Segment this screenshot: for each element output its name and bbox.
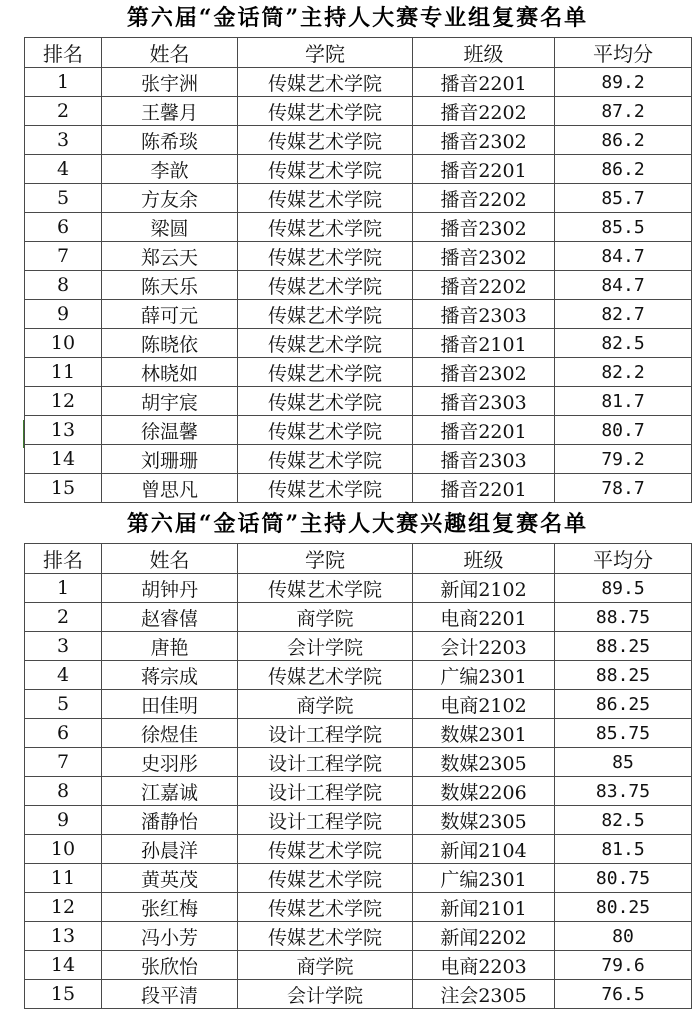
table-row	[25, 777, 692, 806]
school-cell[interactable]: 会计学院	[238, 632, 413, 661]
average-score-cell[interactable]: 88.25	[555, 632, 692, 661]
average-score-cell[interactable]: 89.5	[555, 574, 692, 603]
class-header[interactable]: 班级	[413, 38, 555, 68]
roster-table	[24, 37, 692, 503]
average-score-cell[interactable]: 85.5	[555, 213, 692, 242]
rank-cell[interactable]: 11	[25, 358, 102, 387]
rank-cell[interactable]: 6	[25, 719, 102, 748]
average-score-cell[interactable]: 79.6	[555, 951, 692, 980]
rank-cell[interactable]: 14	[25, 951, 102, 980]
class-cell[interactable]: 播音2201	[413, 155, 555, 184]
name-cell[interactable]: 潘静怡	[102, 806, 238, 835]
school-cell[interactable]: 传媒艺术学院	[238, 574, 413, 603]
average-score-cell[interactable]: 80.7	[555, 416, 692, 445]
class-cell[interactable]: 播音2202	[413, 184, 555, 213]
class-cell[interactable]: 电商2102	[413, 690, 555, 719]
average-score-cell[interactable]: 88.25	[555, 661, 692, 690]
name-cell[interactable]: 胡钟丹	[102, 574, 238, 603]
rank-cell[interactable]: 4	[25, 661, 102, 690]
name-cell[interactable]: 孙晨洋	[102, 835, 238, 864]
class-cell[interactable]: 播音2303	[413, 387, 555, 416]
class-cell[interactable]: 播音2302	[413, 358, 555, 387]
rank-cell[interactable]: 2	[25, 97, 102, 126]
average-score-cell[interactable]: 83.75	[555, 777, 692, 806]
name-cell[interactable]: 黄英茂	[102, 864, 238, 893]
average-score-cell[interactable]: 86.25	[555, 690, 692, 719]
average-score-cell[interactable]: 79.2	[555, 445, 692, 474]
school-cell[interactable]: 设计工程学院	[238, 806, 413, 835]
rank-cell[interactable]: 4	[25, 155, 102, 184]
name-cell[interactable]: 陈希琰	[102, 126, 238, 155]
header-row	[25, 544, 692, 574]
table-row	[25, 474, 692, 503]
table-row	[25, 864, 692, 893]
class-cell[interactable]: 播音2302	[413, 213, 555, 242]
table-row	[25, 329, 692, 358]
school-cell[interactable]: 传媒艺术学院	[238, 300, 413, 329]
roster-table	[24, 543, 692, 1009]
name-cell[interactable]: 赵睿僖	[102, 603, 238, 632]
rank-cell[interactable]: 8	[25, 271, 102, 300]
professional-group-section	[24, 0, 691, 503]
rank-header[interactable]: 排名	[25, 38, 102, 68]
roster-sheet	[24, 0, 691, 1009]
school-cell[interactable]: 商学院	[238, 951, 413, 980]
rank-cell[interactable]: 6	[25, 213, 102, 242]
name-cell[interactable]: 蒋宗成	[102, 661, 238, 690]
average-score-cell[interactable]: 80.25	[555, 893, 692, 922]
rank-cell[interactable]: 3	[25, 632, 102, 661]
table-row	[25, 980, 692, 1009]
average-score-cell[interactable]: 76.5	[555, 980, 692, 1009]
school-cell[interactable]: 传媒艺术学院	[238, 922, 413, 951]
rank-cell[interactable]: 15	[25, 980, 102, 1009]
class-cell[interactable]: 新闻2202	[413, 922, 555, 951]
school-cell[interactable]: 传媒艺术学院	[238, 387, 413, 416]
school-header[interactable]: 学院	[238, 544, 413, 574]
name-cell[interactable]: 王馨月	[102, 97, 238, 126]
table-row	[25, 806, 692, 835]
table-row	[25, 661, 692, 690]
rank-cell[interactable]: 10	[25, 835, 102, 864]
table-row	[25, 416, 692, 445]
class-cell[interactable]: 数媒2305	[413, 806, 555, 835]
section-title: 第六届“金话筒”主持人大赛专业组复赛名单	[126, 5, 589, 31]
name-cell[interactable]: 冯小芳	[102, 922, 238, 951]
class-cell[interactable]: 新闻2102	[413, 574, 555, 603]
school-cell[interactable]: 会计学院	[238, 980, 413, 1009]
table-row	[25, 690, 692, 719]
name-cell[interactable]: 陈天乐	[102, 271, 238, 300]
class-cell[interactable]: 新闻2104	[413, 835, 555, 864]
rank-header[interactable]: 排名	[25, 544, 102, 574]
name-cell[interactable]: 徐温馨	[102, 416, 238, 445]
rank-cell[interactable]: 10	[25, 329, 102, 358]
school-cell[interactable]: 传媒艺术学院	[238, 242, 413, 271]
header-row	[25, 38, 692, 68]
name-cell[interactable]: 梁圆	[102, 213, 238, 242]
average-score-cell[interactable]: 78.7	[555, 474, 692, 503]
school-cell[interactable]: 传媒艺术学院	[238, 126, 413, 155]
table-row	[25, 126, 692, 155]
table-row	[25, 632, 692, 661]
class-cell[interactable]: 电商2203	[413, 951, 555, 980]
average-score-cell[interactable]: 82.2	[555, 358, 692, 387]
name-cell[interactable]: 江嘉诚	[102, 777, 238, 806]
class-cell[interactable]: 新闻2101	[413, 893, 555, 922]
school-cell[interactable]: 设计工程学院	[238, 777, 413, 806]
school-cell[interactable]: 传媒艺术学院	[238, 271, 413, 300]
name-cell[interactable]: 郑云天	[102, 242, 238, 271]
average-score-cell[interactable]: 81.5	[555, 835, 692, 864]
average-score-cell[interactable]: 85.75	[555, 719, 692, 748]
name-cell[interactable]: 薛可元	[102, 300, 238, 329]
table-row	[25, 387, 692, 416]
rank-cell[interactable]: 15	[25, 474, 102, 503]
table-row	[25, 951, 692, 980]
class-cell[interactable]: 广编2301	[413, 661, 555, 690]
name-cell[interactable]: 唐艳	[102, 632, 238, 661]
table-row	[25, 922, 692, 951]
school-cell[interactable]: 设计工程学院	[238, 719, 413, 748]
class-cell[interactable]: 播音2303	[413, 300, 555, 329]
interest-group-section	[24, 503, 691, 1009]
school-cell[interactable]: 商学院	[238, 690, 413, 719]
name-cell[interactable]: 张红梅	[102, 893, 238, 922]
average-score-cell[interactable]: 84.7	[555, 271, 692, 300]
average-score-cell[interactable]: 82.5	[555, 806, 692, 835]
rank-cell[interactable]: 3	[25, 126, 102, 155]
name-cell[interactable]: 田佳明	[102, 690, 238, 719]
name-header[interactable]: 姓名	[102, 544, 238, 574]
table-row	[25, 445, 692, 474]
school-cell[interactable]: 传媒艺术学院	[238, 835, 413, 864]
class-cell[interactable]: 播音2201	[413, 416, 555, 445]
rank-cell[interactable]: 9	[25, 300, 102, 329]
class-cell[interactable]: 播音2201	[413, 68, 555, 97]
school-cell[interactable]: 传媒艺术学院	[238, 97, 413, 126]
name-cell[interactable]: 张欣怡	[102, 951, 238, 980]
average-score-header[interactable]: 平均分	[555, 38, 692, 68]
class-header[interactable]: 班级	[413, 544, 555, 574]
average-score-cell[interactable]: 82.5	[555, 329, 692, 358]
school-header[interactable]: 学院	[238, 38, 413, 68]
class-cell[interactable]: 注会2305	[413, 980, 555, 1009]
table-row	[25, 835, 692, 864]
average-score-cell[interactable]: 81.7	[555, 387, 692, 416]
class-cell[interactable]: 播音2302	[413, 126, 555, 155]
average-score-cell[interactable]: 86.2	[555, 126, 692, 155]
rank-cell[interactable]: 12	[25, 893, 102, 922]
name-cell[interactable]: 方友余	[102, 184, 238, 213]
rank-cell[interactable]: 12	[25, 387, 102, 416]
average-score-cell[interactable]: 84.7	[555, 242, 692, 271]
table-row	[25, 300, 692, 329]
school-cell[interactable]: 传媒艺术学院	[238, 358, 413, 387]
name-cell[interactable]: 胡宇宸	[102, 387, 238, 416]
average-score-header[interactable]: 平均分	[555, 544, 692, 574]
average-score-cell[interactable]: 85	[555, 748, 692, 777]
school-cell[interactable]: 传媒艺术学院	[238, 661, 413, 690]
school-cell[interactable]: 传媒艺术学院	[238, 474, 413, 503]
average-score-cell[interactable]: 85.7	[555, 184, 692, 213]
school-cell[interactable]: 传媒艺术学院	[238, 416, 413, 445]
rank-cell[interactable]: 9	[25, 806, 102, 835]
school-cell[interactable]: 传媒艺术学院	[238, 213, 413, 242]
name-cell[interactable]: 史羽彤	[102, 748, 238, 777]
average-score-cell[interactable]: 80.75	[555, 864, 692, 893]
section-title: 第六届“金话筒”主持人大赛兴趣组复赛名单	[126, 511, 589, 537]
school-cell[interactable]: 传媒艺术学院	[238, 68, 413, 97]
school-cell[interactable]: 设计工程学院	[238, 748, 413, 777]
name-cell[interactable]: 林晓如	[102, 358, 238, 387]
table-row	[25, 184, 692, 213]
rank-cell[interactable]: 7	[25, 748, 102, 777]
average-score-cell[interactable]: 80	[555, 922, 692, 951]
average-score-cell[interactable]: 88.75	[555, 603, 692, 632]
cell-selection-edge	[23, 420, 24, 448]
table-row	[25, 213, 692, 242]
rank-cell[interactable]: 14	[25, 445, 102, 474]
class-cell[interactable]: 播音2303	[413, 445, 555, 474]
school-cell[interactable]: 传媒艺术学院	[238, 893, 413, 922]
name-cell[interactable]: 段平清	[102, 980, 238, 1009]
rank-cell[interactable]: 11	[25, 864, 102, 893]
name-cell[interactable]: 曾思凡	[102, 474, 238, 503]
name-cell[interactable]: 陈晓依	[102, 329, 238, 358]
class-cell[interactable]: 播音2201	[413, 474, 555, 503]
class-cell[interactable]: 电商2201	[413, 603, 555, 632]
class-cell[interactable]: 广编2301	[413, 864, 555, 893]
rank-cell[interactable]: 2	[25, 603, 102, 632]
table-row	[25, 748, 692, 777]
class-cell[interactable]: 播音2202	[413, 97, 555, 126]
rank-cell[interactable]: 7	[25, 242, 102, 271]
name-cell[interactable]: 徐煜佳	[102, 719, 238, 748]
class-cell[interactable]: 数媒2206	[413, 777, 555, 806]
average-score-cell[interactable]: 89.2	[555, 68, 692, 97]
rank-cell[interactable]: 1	[25, 68, 102, 97]
class-cell[interactable]: 播音2302	[413, 242, 555, 271]
table-row	[25, 574, 692, 603]
name-cell[interactable]: 刘珊珊	[102, 445, 238, 474]
class-cell[interactable]: 会计2203	[413, 632, 555, 661]
rank-cell[interactable]: 5	[25, 184, 102, 213]
rank-cell[interactable]: 1	[25, 574, 102, 603]
name-header[interactable]: 姓名	[102, 38, 238, 68]
rank-cell[interactable]: 5	[25, 690, 102, 719]
class-cell[interactable]: 数媒2301	[413, 719, 555, 748]
rank-cell[interactable]: 13	[25, 922, 102, 951]
class-cell[interactable]: 数媒2305	[413, 748, 555, 777]
average-score-cell[interactable]: 82.7	[555, 300, 692, 329]
school-cell[interactable]: 传媒艺术学院	[238, 864, 413, 893]
school-cell[interactable]: 传媒艺术学院	[238, 329, 413, 358]
school-cell[interactable]: 传媒艺术学院	[238, 155, 413, 184]
table-row	[25, 155, 692, 184]
table-row	[25, 719, 692, 748]
school-cell[interactable]: 商学院	[238, 603, 413, 632]
class-cell[interactable]: 播音2202	[413, 271, 555, 300]
rank-cell[interactable]: 13	[25, 416, 102, 445]
average-score-cell[interactable]: 86.2	[555, 155, 692, 184]
name-cell[interactable]: 李歆	[102, 155, 238, 184]
table-row	[25, 271, 692, 300]
table-row	[25, 358, 692, 387]
class-cell[interactable]: 播音2101	[413, 329, 555, 358]
name-cell[interactable]: 张宇洲	[102, 68, 238, 97]
table-row	[25, 68, 692, 97]
school-cell[interactable]: 传媒艺术学院	[238, 184, 413, 213]
table-row	[25, 97, 692, 126]
average-score-cell[interactable]: 87.2	[555, 97, 692, 126]
school-cell[interactable]: 传媒艺术学院	[238, 445, 413, 474]
rank-cell[interactable]: 8	[25, 777, 102, 806]
table-row	[25, 893, 692, 922]
table-row	[25, 242, 692, 271]
table-row	[25, 603, 692, 632]
